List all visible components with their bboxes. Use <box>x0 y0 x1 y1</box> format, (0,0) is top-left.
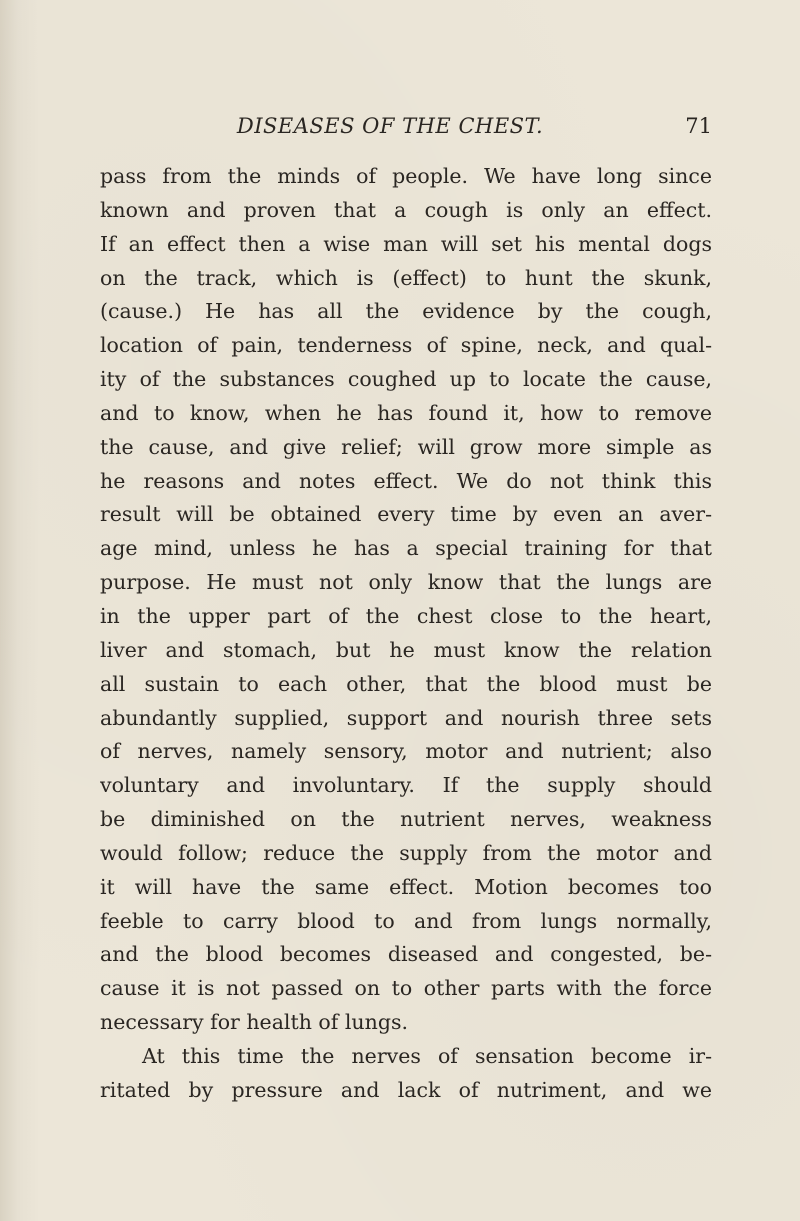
text-line: necessary for health of lungs. <box>100 1010 408 1035</box>
text-line: ritated by pressure and lack of nutriment, and we <box>100 1077 712 1102</box>
text-line: liver and stomach, but he must know the relation <box>100 637 712 662</box>
text-line: (cause.) He has all the evidence by the cough, <box>100 299 712 324</box>
text-line: the cause, and give relief; will grow more simple as <box>100 434 712 459</box>
text-line: feeble to carry blood to and from lungs normally, <box>100 908 712 933</box>
text-line: cause it is not passed on to other parts with the force <box>100 976 712 1001</box>
text-line: be diminished on the nutrient nerves, weakness <box>100 807 712 832</box>
text-line: all sustain to each other, that the blood must be <box>100 671 712 696</box>
text-line: result will be obtained every time by even an aver- <box>100 502 712 527</box>
text-line: location of pain, tenderness of spine, neck, and qual- <box>100 333 712 358</box>
text-line: of nerves, namely sensory, motor and nutrient; also <box>100 739 712 764</box>
text-line: At this time the nerves of sensation become ir- <box>142 1043 712 1068</box>
running-head <box>100 114 712 142</box>
body-text <box>100 160 712 1108</box>
text-line: he reasons and notes effect. We do not think this <box>100 468 712 493</box>
text-line: and the blood becomes diseased and congested, be- <box>100 942 712 967</box>
text-line: age mind, unless he has a special training for that <box>100 536 712 561</box>
text-line: ity of the substances coughed up to locate the cause, <box>100 367 712 392</box>
text-line: abundantly supplied, support and nourish three sets <box>100 705 712 730</box>
running-title: DISEASES OF THE CHEST. <box>236 114 544 138</box>
text-line: and to know, when he has found it, how to remove <box>100 400 712 425</box>
text-line: purpose. He must not only know that the lungs are <box>100 570 712 595</box>
text-line: it will have the same effect. Motion becomes too <box>100 874 712 899</box>
text-line: would follow; reduce the supply from the motor and <box>100 840 712 865</box>
text-line: in the upper part of the chest close to the heart, <box>100 603 712 628</box>
text-line: voluntary and involuntary. If the supply should <box>100 773 712 798</box>
text-line: pass from the minds of people. We have long since <box>100 164 712 188</box>
text-line: If an effect then a wise man will set his mental dogs <box>100 231 712 256</box>
text-line: known and proven that a cough is only an effect. <box>100 197 712 222</box>
text-line: on the track, which is (effect) to hunt the skunk, <box>100 265 712 290</box>
page-number: 71 <box>685 114 712 138</box>
